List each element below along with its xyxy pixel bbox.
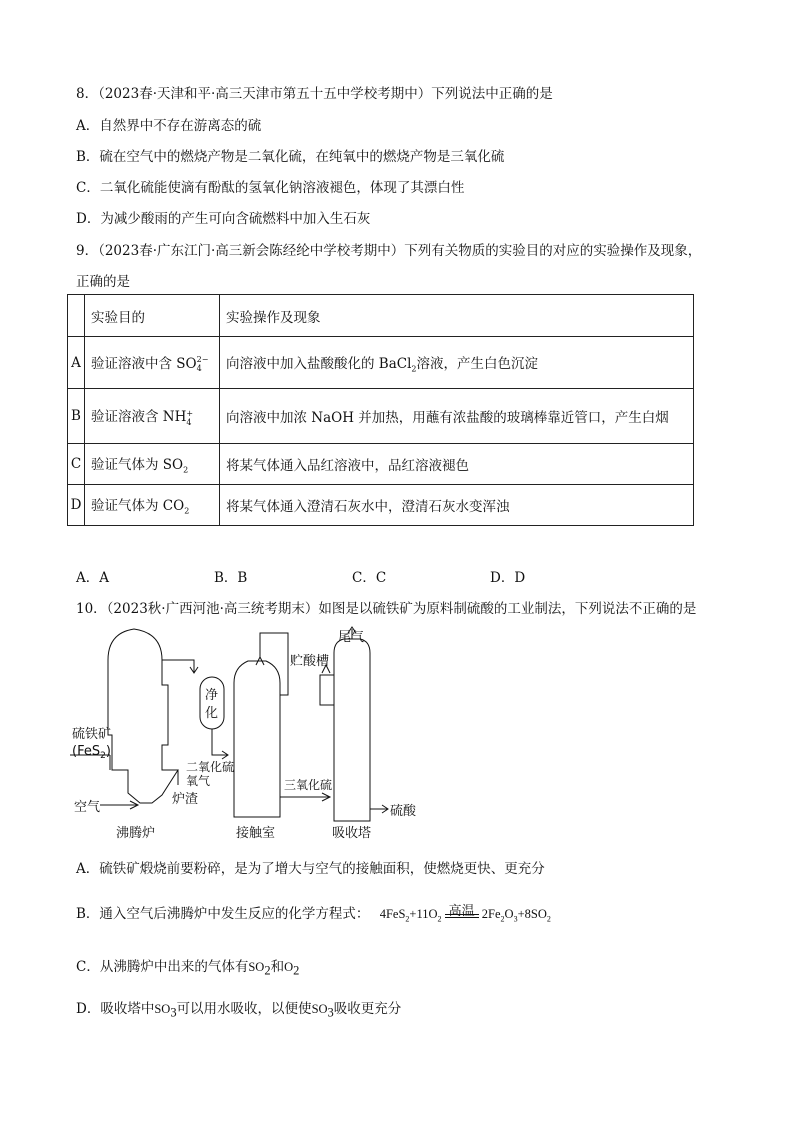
label-ore-formula: (FeS$_2$) — [72, 744, 111, 761]
label-so2: 二氧化硫 — [186, 760, 235, 774]
sulfuric-acid-process-diagram — [70, 625, 430, 845]
table-header-cell — [68, 295, 85, 337]
label-contact-chamber: 接触室 — [236, 826, 276, 841]
q9-stem-line1: 9．（2023春·广东江门·高三新会陈经纶中学校考期中）下列有关物质的实验目的对应的实验操作及现象， — [76, 243, 702, 259]
table-row — [68, 485, 694, 526]
q10-option-c: C．从沸腾炉中出来的气体有$SO_2$和$O_2$ — [76, 959, 300, 978]
q10-equation: $4FeS_2+11O_2$ 高温 $2Fe_2O_3+8SO_2$ — [379, 904, 551, 924]
row-purpose: 验证气体为 $SO_2$ — [85, 444, 220, 485]
q9-table — [67, 294, 694, 526]
q8-option-c: C．二氧化硫能使滴有酚酞的氢氧化钠溶液褪色，体现了其漂白性 — [76, 180, 465, 196]
row-purpose: 验证溶液中含 SO 2− 4 — [85, 337, 220, 389]
label-so3: 三氧化硫 — [284, 778, 333, 792]
row-purpose: 验证气体为 $CO_2$ — [85, 485, 220, 526]
row-operation: 向溶液中加入盐酸酸化的 BaCl$_2$溶液，产生白色沉淀 — [220, 337, 694, 389]
q8-stem: 8．（2023春·天津和平·高三天津市第五十五中学校考期中）下列说法中正确的是 — [76, 86, 553, 102]
label-oxygen: 氧气 — [186, 774, 211, 788]
q9-stem-line2: 正确的是 — [76, 274, 130, 290]
row-purpose: 验证溶液含 NH + 4 — [85, 389, 220, 444]
table-header-purpose: 实验目的 — [85, 295, 220, 337]
row-operation: 将某气体通入澄清石灰水中，澄清石灰水变浑浊 — [220, 485, 694, 526]
q10-stem: 10．（2023秋·广西河池·高三统考期末）如图是以硫铁矿为原料制硫酸的工业制法，下列说法不正确的是 — [76, 601, 697, 617]
table-row — [68, 337, 694, 389]
label-ore: 硫铁矿 — [72, 727, 112, 742]
q9-option-c: C．C — [352, 570, 387, 586]
q10-option-b: B．通入空气后沸腾炉中发生反应的化学方程式： $4FeS_2+11O_2$ 高温 $2Fe_2O_3+8SO_2$ — [76, 904, 551, 924]
q8-option-b: B．硫在空气中的燃烧产物是二氧化硫，在纯氧中的燃烧产物是三氧化硫 — [76, 149, 505, 165]
q10-option-d: D．吸收塔中$SO_3$可以用水吸收，以便使$SO_3$吸收更充分 — [76, 1001, 402, 1020]
label-furnace: 沸腾炉 — [116, 826, 156, 841]
q9-option-d: D．D — [490, 570, 526, 586]
q8-option-a: A．自然界中不存在游离态的硫 — [76, 118, 262, 134]
q10-option-a: A．硫铁矿煅烧前要粉碎，是为了增大与空气的接触面积，使燃烧更快、更充分 — [76, 861, 545, 877]
q9-option-a: A．A — [76, 570, 109, 586]
furnace-shape — [108, 629, 178, 803]
q8-option-d: D．为减少酸雨的产生可向含硫燃料中加入生石灰 — [76, 211, 371, 227]
label-sulfuric-acid: 硫酸 — [390, 804, 417, 819]
q9-option-b: B．B — [214, 570, 248, 586]
label-tail-gas: 尾气 — [338, 630, 365, 645]
row-key: C — [68, 444, 85, 485]
label-slag: 炉渣 — [172, 792, 199, 807]
table-header-row — [68, 295, 694, 337]
purifier-shape — [200, 677, 224, 729]
row-key: A — [68, 337, 85, 389]
row-operation: 向溶液中加浓 NaOH 并加热，用蘸有浓盐酸的玻璃棒靠近管口，产生白烟 — [220, 389, 694, 444]
row-key: B — [68, 389, 85, 444]
absorber-shape — [334, 639, 370, 821]
label-purify-2: 化 — [205, 706, 219, 721]
table-header-operation: 实验操作及现象 — [220, 295, 694, 337]
row-operation: 将某气体通入品红溶液中，品红溶液褪色 — [220, 444, 694, 485]
label-air: 空气 — [74, 800, 101, 815]
row-key: D — [68, 485, 85, 526]
table-row — [68, 389, 694, 444]
label-acid-tank: 贮酸槽 — [290, 654, 330, 669]
label-purify-1: 净 — [205, 688, 219, 703]
table-row — [68, 444, 694, 485]
label-absorber: 吸收塔 — [332, 826, 372, 841]
contact-chamber-shape — [234, 661, 280, 817]
